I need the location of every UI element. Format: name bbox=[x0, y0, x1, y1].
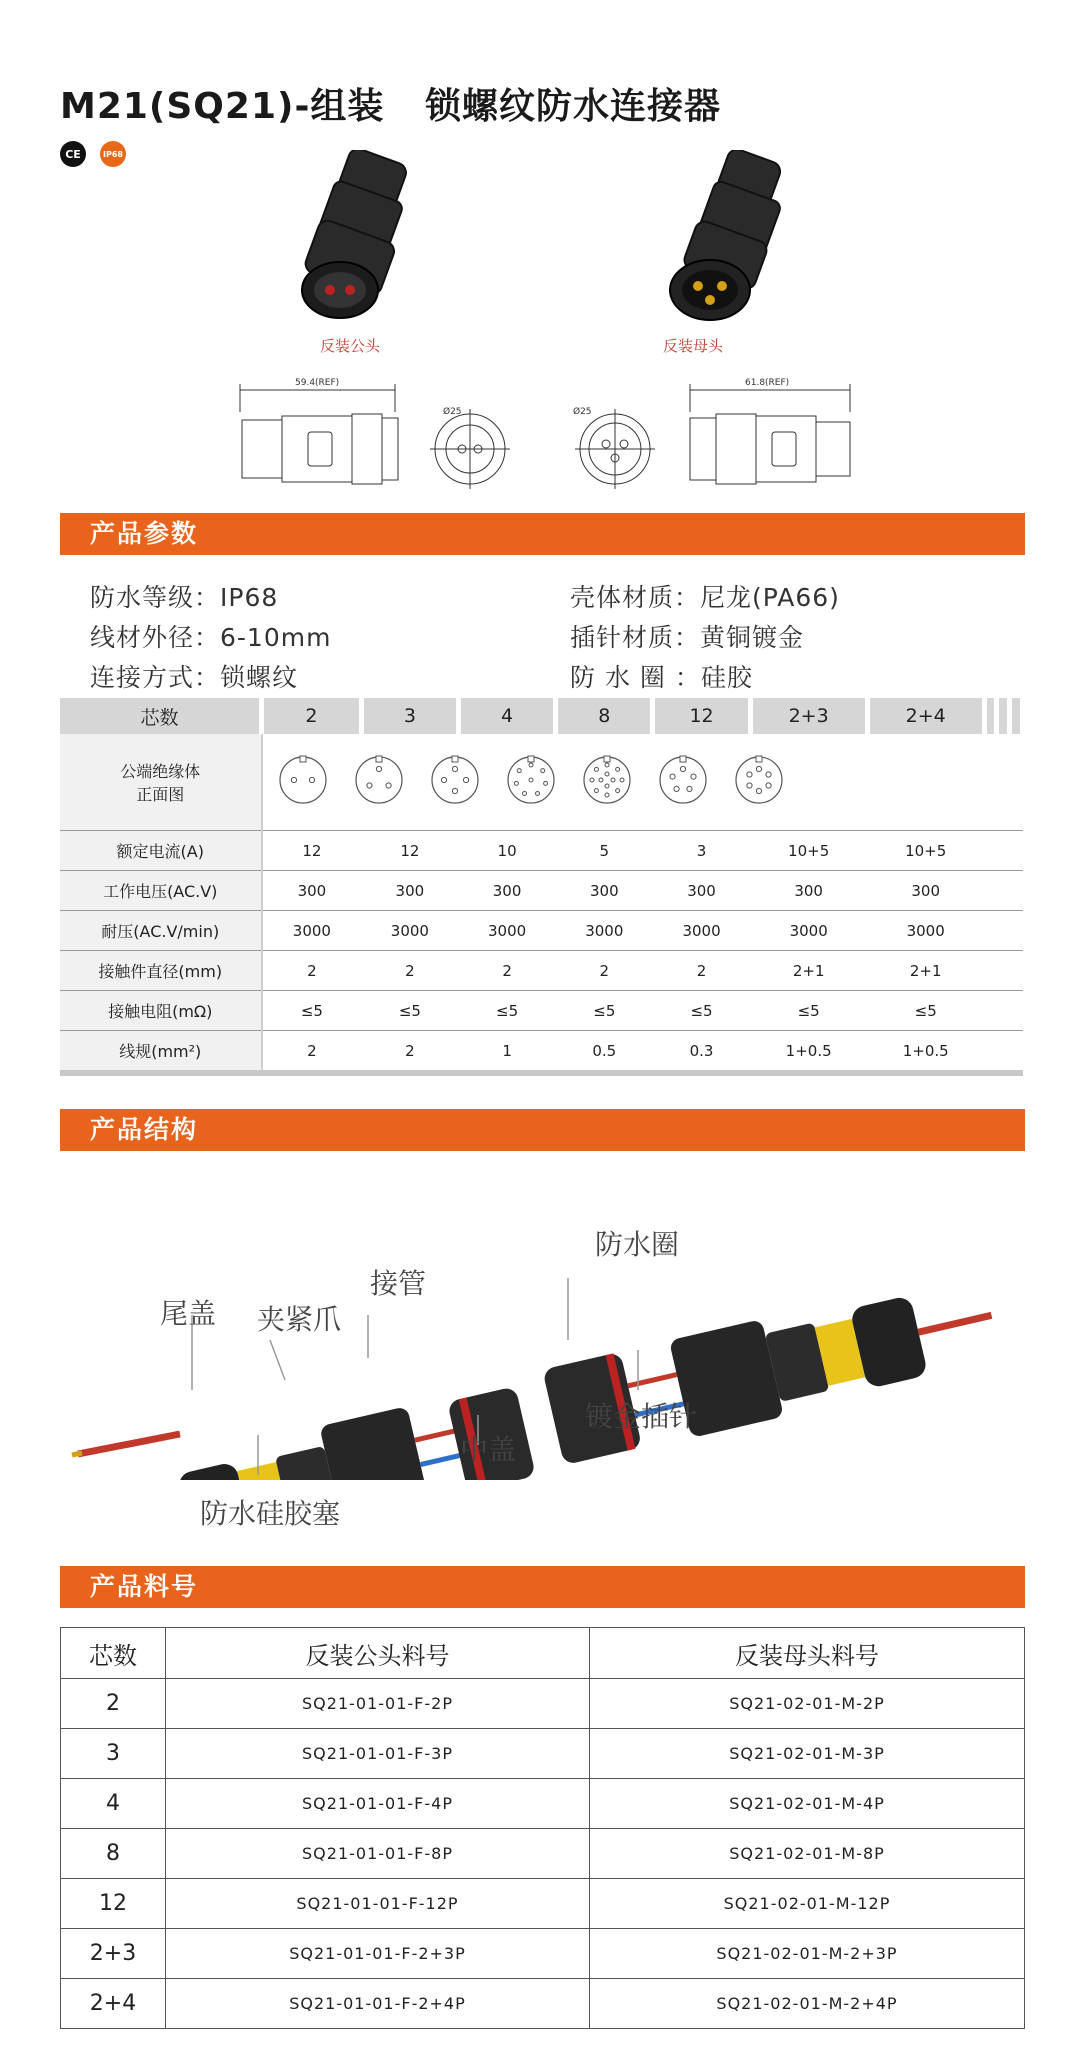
spec-header-row bbox=[60, 698, 1023, 734]
part-core-cell: 3 bbox=[61, 1729, 166, 1779]
exploded-structure-image bbox=[70, 1240, 1010, 1480]
part-table-row bbox=[61, 1979, 1025, 2029]
pin-face-diagrams bbox=[263, 735, 1023, 825]
spec-cell: 300 bbox=[361, 871, 458, 911]
spec-cell: 2 bbox=[458, 951, 555, 991]
part-core-cell: 8 bbox=[61, 1829, 166, 1879]
page-title: M21(SQ21)-组装 锁螺纹防水连接器 bbox=[60, 86, 721, 127]
part-male-cell: SQ21-01-01-F-2P bbox=[166, 1679, 590, 1729]
spec-row-label: 耐压(AC.V/min) bbox=[60, 911, 262, 951]
dim-left-label: 59.4(REF) bbox=[295, 378, 340, 388]
spec-cell bbox=[1010, 831, 1023, 871]
param-waterproof: 防水等级：IP68 bbox=[90, 583, 279, 612]
part-table-row bbox=[61, 1779, 1025, 1829]
part-male-cell: SQ21-01-01-F-8P bbox=[166, 1829, 590, 1879]
spec-row bbox=[60, 951, 1023, 991]
label-gold-pin: 镀金插针 bbox=[585, 1400, 698, 1433]
ce-mark-icon: CE bbox=[60, 141, 86, 167]
spec-cell: 300 bbox=[262, 871, 362, 911]
spec-row bbox=[60, 871, 1023, 911]
spec-cell bbox=[1010, 871, 1023, 911]
female-connector-image bbox=[650, 150, 800, 325]
part-header-male: 反装公头料号 bbox=[166, 1628, 590, 1679]
spec-cell: 0.5 bbox=[556, 1031, 653, 1074]
spec-cell: 10+5 bbox=[867, 831, 984, 871]
part-header-female: 反装母头料号 bbox=[590, 1628, 1025, 1679]
section-structure-header: 产品结构 bbox=[60, 1109, 1025, 1151]
pin-face-cells bbox=[262, 734, 1023, 831]
part-core-cell: 2+3 bbox=[61, 1929, 166, 1979]
section-part-numbers-header: 产品料号 bbox=[60, 1566, 1025, 1608]
spec-cell: ≤5 bbox=[653, 991, 750, 1031]
pin-face-icon bbox=[508, 756, 554, 803]
part-male-cell: SQ21-01-01-F-3P bbox=[166, 1729, 590, 1779]
label-clamp: 夹紧爪 bbox=[257, 1303, 342, 1336]
part-table-row bbox=[61, 1829, 1025, 1879]
spec-cell bbox=[1010, 951, 1023, 991]
part-number-table bbox=[60, 1627, 1025, 2029]
param-connection: 连接方式：锁螺纹 bbox=[90, 663, 299, 692]
pin-face-icon bbox=[356, 756, 402, 803]
spec-cell: 2 bbox=[653, 951, 750, 991]
part-male-cell: SQ21-01-01-F-12P bbox=[166, 1879, 590, 1929]
part-female-cell: SQ21-02-01-M-3P bbox=[590, 1729, 1025, 1779]
spec-cell: 3000 bbox=[556, 911, 653, 951]
spec-row bbox=[60, 991, 1023, 1031]
pin-face-icon bbox=[584, 756, 630, 803]
spec-cell bbox=[984, 871, 997, 911]
spec-core-col bbox=[997, 698, 1010, 734]
spec-row-label: 接触件直径(mm) bbox=[60, 951, 262, 991]
spec-cell: 10+5 bbox=[750, 831, 867, 871]
part-male-cell: SQ21-01-01-F-2+3P bbox=[166, 1929, 590, 1979]
spec-header-label: 芯数 bbox=[60, 698, 262, 734]
spec-cell bbox=[1010, 911, 1023, 951]
pin-face-icon bbox=[280, 756, 326, 803]
spec-cell bbox=[1010, 991, 1023, 1031]
spec-core-col bbox=[1010, 698, 1023, 734]
spec-cell: 12 bbox=[262, 831, 362, 871]
spec-cell: 5 bbox=[556, 831, 653, 871]
part-header-cores: 芯数 bbox=[61, 1628, 166, 1679]
part-female-cell: SQ21-02-01-M-12P bbox=[590, 1879, 1025, 1929]
spec-row-label: 额定电流(A) bbox=[60, 831, 262, 871]
spec-cell: ≤5 bbox=[750, 991, 867, 1031]
spec-cell: 12 bbox=[361, 831, 458, 871]
part-table-row bbox=[61, 1729, 1025, 1779]
spec-cell: 0.3 bbox=[653, 1031, 750, 1074]
spec-row-label: 线规(mm²) bbox=[60, 1031, 262, 1074]
spec-core-col: 2 bbox=[262, 698, 362, 734]
spec-cell bbox=[997, 1031, 1010, 1074]
spec-cell: 3000 bbox=[458, 911, 555, 951]
female-connector-caption: 反装母头 bbox=[663, 337, 724, 355]
spec-cell bbox=[1010, 1031, 1023, 1074]
part-table-row bbox=[61, 1929, 1025, 1979]
part-male-cell: SQ21-01-01-F-2+4P bbox=[166, 1979, 590, 2029]
pin-face-label: 公端绝缘体 正面图 bbox=[60, 734, 262, 831]
spec-cell: 3 bbox=[653, 831, 750, 871]
part-table-row bbox=[61, 1679, 1025, 1729]
part-female-cell: SQ21-02-01-M-2+3P bbox=[590, 1929, 1025, 1979]
spec-cell: 3000 bbox=[653, 911, 750, 951]
spec-core-col: 3 bbox=[361, 698, 458, 734]
spec-core-col: 12 bbox=[653, 698, 750, 734]
spec-core-col: 2+3 bbox=[750, 698, 867, 734]
part-female-cell: SQ21-02-01-M-2P bbox=[590, 1679, 1025, 1729]
spec-cell: 300 bbox=[556, 871, 653, 911]
spec-cell: 300 bbox=[750, 871, 867, 911]
param-cable-od: 线材外径：6-10mm bbox=[90, 623, 332, 652]
spec-cell bbox=[997, 951, 1010, 991]
spec-cell: 2 bbox=[361, 1031, 458, 1074]
spec-pin-row bbox=[60, 734, 1023, 831]
part-core-cell: 2+4 bbox=[61, 1979, 166, 2029]
part-core-cell: 12 bbox=[61, 1879, 166, 1929]
spec-cell bbox=[997, 911, 1010, 951]
spec-core-col bbox=[984, 698, 997, 734]
male-connector-image bbox=[280, 150, 430, 325]
part-female-cell: SQ21-02-01-M-2+4P bbox=[590, 1979, 1025, 2029]
spec-cell: 1+0.5 bbox=[867, 1031, 984, 1074]
pin-face-icon bbox=[736, 756, 782, 803]
spec-cell: 3000 bbox=[361, 911, 458, 951]
label-plug: 防水硅胶塞 bbox=[200, 1497, 341, 1530]
label-tail-cap: 尾盖 bbox=[160, 1297, 217, 1330]
spec-core-col: 2+4 bbox=[867, 698, 984, 734]
part-male-cell: SQ21-01-01-F-4P bbox=[166, 1779, 590, 1829]
param-ring: 防 水 圈 ：硅胶 bbox=[570, 663, 753, 692]
spec-core-col: 4 bbox=[458, 698, 555, 734]
spec-cell: 2+1 bbox=[750, 951, 867, 991]
spec-cell: 2 bbox=[361, 951, 458, 991]
part-female-cell: SQ21-02-01-M-8P bbox=[590, 1829, 1025, 1879]
spec-cell bbox=[997, 871, 1010, 911]
spec-core-col: 8 bbox=[556, 698, 653, 734]
param-shell: 壳体材质：尼龙(PA66) bbox=[570, 583, 840, 612]
part-female-cell: SQ21-02-01-M-4P bbox=[590, 1779, 1025, 1829]
spec-row bbox=[60, 911, 1023, 951]
spec-cell: ≤5 bbox=[262, 991, 362, 1031]
spec-cell: 2 bbox=[262, 1031, 362, 1074]
spec-cell: 2+1 bbox=[867, 951, 984, 991]
spec-cell: ≤5 bbox=[458, 991, 555, 1031]
spec-cell: 3000 bbox=[750, 911, 867, 951]
spec-cell bbox=[997, 831, 1010, 871]
spec-cell: 300 bbox=[867, 871, 984, 911]
spec-row bbox=[60, 831, 1023, 871]
spec-cell: 3000 bbox=[867, 911, 984, 951]
spec-cell: 1+0.5 bbox=[750, 1031, 867, 1074]
spec-cell: 1 bbox=[458, 1031, 555, 1074]
label-mid-cap: 中盖 bbox=[460, 1433, 517, 1466]
ip68-badge-icon: IP68 bbox=[100, 141, 126, 167]
spec-cell bbox=[984, 991, 997, 1031]
spec-cell: 2 bbox=[262, 951, 362, 991]
spec-row-label: 工作电压(AC.V) bbox=[60, 871, 262, 911]
dia-right-label: Ø25 bbox=[573, 407, 592, 417]
spec-cell: 3000 bbox=[262, 911, 362, 951]
spec-cell: 2 bbox=[556, 951, 653, 991]
spec-row-label: 接触电阻(mΩ) bbox=[60, 991, 262, 1031]
spec-cell: 10 bbox=[458, 831, 555, 871]
spec-cell bbox=[997, 991, 1010, 1031]
spec-cell bbox=[984, 1031, 997, 1074]
male-connector-caption: 反装公头 bbox=[320, 337, 381, 355]
label-o-ring: 防水圈 bbox=[595, 1228, 680, 1261]
spec-cell bbox=[984, 911, 997, 951]
spec-cell bbox=[984, 951, 997, 991]
param-pin: 插针材质：黄铜镀金 bbox=[570, 623, 805, 652]
pin-face-icon bbox=[432, 756, 478, 803]
dia-left-label: Ø25 bbox=[443, 407, 462, 417]
part-core-cell: 4 bbox=[61, 1779, 166, 1829]
dimension-drawings bbox=[230, 372, 860, 492]
spec-cell: ≤5 bbox=[867, 991, 984, 1031]
spec-cell bbox=[984, 831, 997, 871]
part-table-row bbox=[61, 1879, 1025, 1929]
spec-cell: 300 bbox=[458, 871, 555, 911]
spec-cell: ≤5 bbox=[556, 991, 653, 1031]
spec-row bbox=[60, 1031, 1023, 1074]
spec-table bbox=[60, 698, 1025, 1076]
part-core-cell: 2 bbox=[61, 1679, 166, 1729]
spec-cell: 300 bbox=[653, 871, 750, 911]
part-table-header-row bbox=[61, 1628, 1025, 1679]
spec-cell: ≤5 bbox=[361, 991, 458, 1031]
pin-face-icon bbox=[660, 756, 706, 803]
dim-right-label: 61.8(REF) bbox=[745, 378, 790, 388]
section-params-header: 产品参数 bbox=[60, 513, 1025, 555]
label-tube: 接管 bbox=[370, 1267, 427, 1300]
